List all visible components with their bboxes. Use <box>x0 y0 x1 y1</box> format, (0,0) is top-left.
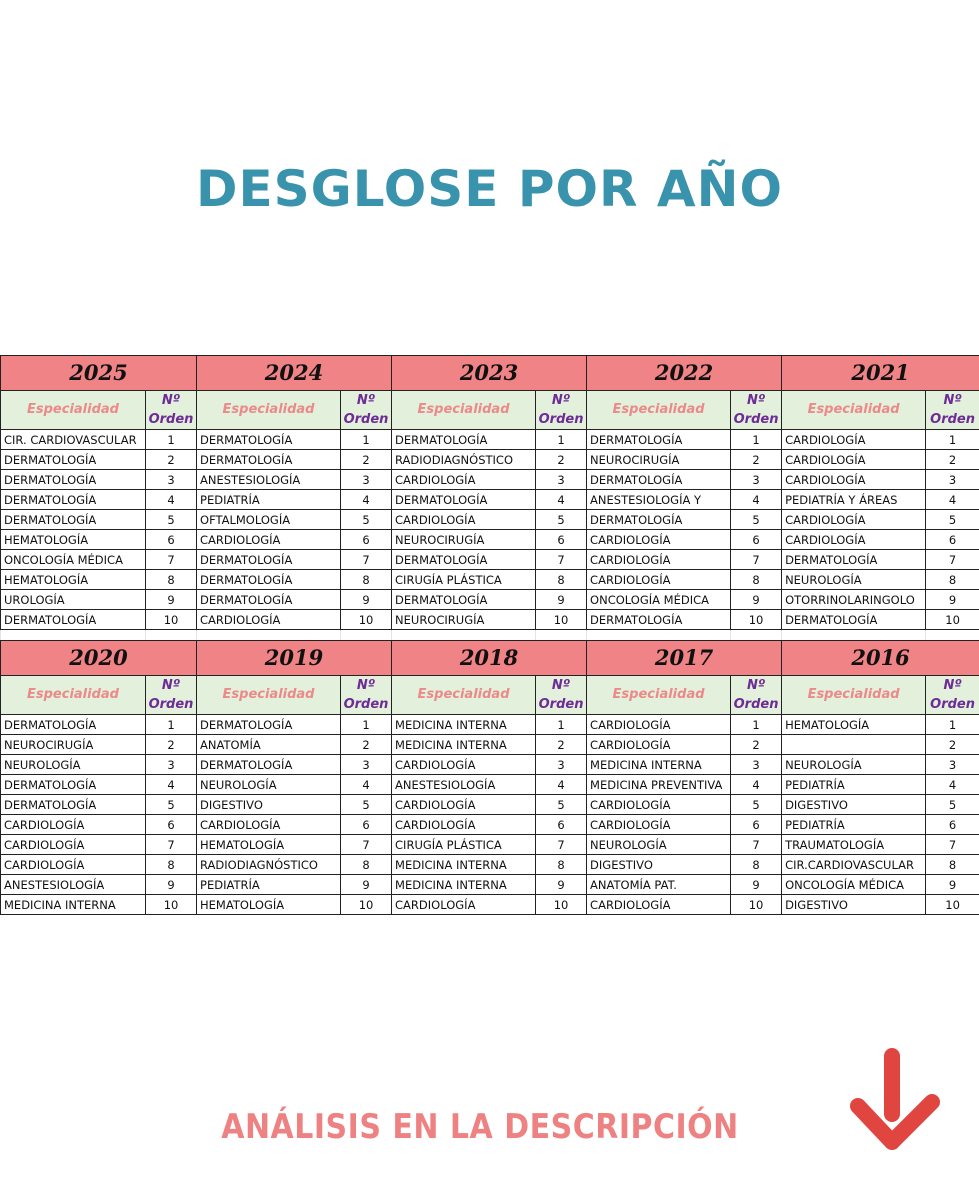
orden-cell: 7 <box>146 550 197 570</box>
orden-cell: 3 <box>536 755 587 775</box>
especialidad-cell: CARDIOLOGÍA <box>782 530 926 550</box>
orden-cell: 6 <box>926 530 979 550</box>
especialidad-cell: ANATOMÍA PAT. <box>587 875 731 895</box>
especialidad-cell: CARDIOLOGÍA <box>782 430 926 450</box>
especialidad-cell: MEDICINA INTERNA <box>587 755 731 775</box>
orden-cell: 4 <box>341 775 392 795</box>
ranking-table-top <box>0 355 979 646</box>
especialidad-cell: CARDIOLOGÍA <box>587 735 731 755</box>
footer-caption: ANÁLISIS EN LA DESCRIPCIÓN <box>221 1107 739 1148</box>
year-label: 2021 <box>782 356 979 391</box>
especialidad-cell: OTORRINOLARINGOLO <box>782 590 926 610</box>
orden-cell: 10 <box>731 895 782 915</box>
especialidad-cell: DERMATOLOGÍA <box>197 570 341 590</box>
orden-header-line2: Orden <box>930 412 975 427</box>
orden-cell: 6 <box>146 815 197 835</box>
especialidad-header: Especialidad <box>392 676 536 715</box>
orden-cell: 4 <box>146 775 197 795</box>
especialidad-header: Especialidad <box>587 391 731 430</box>
especialidad-cell: ANESTESIOLOGÍA Y <box>587 490 731 510</box>
orden-cell: 10 <box>926 610 979 630</box>
especialidad-cell: DERMATOLOGÍA <box>1 610 146 630</box>
orden-cell: 9 <box>536 590 587 610</box>
orden-cell: 2 <box>536 450 587 470</box>
orden-cell: 6 <box>536 815 587 835</box>
especialidad-cell: CARDIOLOGÍA <box>782 450 926 470</box>
especialidad-cell: DERMATOLOGÍA <box>392 430 536 450</box>
year-header-row <box>1 641 979 676</box>
orden-cell: 9 <box>341 590 392 610</box>
orden-cell: 4 <box>341 490 392 510</box>
orden-cell: 7 <box>926 550 979 570</box>
orden-cell: 7 <box>146 835 197 855</box>
especialidad-cell: CIR. CARDIOVASCULAR <box>1 430 146 450</box>
orden-cell: 2 <box>536 735 587 755</box>
year-label: 2023 <box>392 356 587 391</box>
orden-cell: 10 <box>341 610 392 630</box>
orden-cell: 1 <box>536 715 587 735</box>
orden-header <box>341 676 392 715</box>
orden-cell: 6 <box>341 815 392 835</box>
orden-cell: 4 <box>731 490 782 510</box>
table-row <box>1 875 979 895</box>
orden-cell: 3 <box>926 755 979 775</box>
orden-cell: 10 <box>536 895 587 915</box>
especialidad-cell: DERMATOLOGÍA <box>1 510 146 530</box>
orden-header <box>926 391 979 430</box>
especialidad-cell: ANESTESIOLOGÍA <box>392 775 536 795</box>
orden-cell: 10 <box>926 895 979 915</box>
especialidad-cell: CARDIOLOGÍA <box>1 855 146 875</box>
especialidad-cell: DERMATOLOGÍA <box>392 490 536 510</box>
especialidad-cell: CARDIOLOGÍA <box>587 530 731 550</box>
especialidad-cell: DERMATOLOGÍA <box>197 550 341 570</box>
especialidad-cell: NEUROCIRUGÍA <box>1 735 146 755</box>
especialidad-cell: CIRUGÍA PLÁSTICA <box>392 570 536 590</box>
especialidad-cell: DERMATOLOGÍA <box>392 550 536 570</box>
orden-cell: 10 <box>146 610 197 630</box>
orden-header-line2: Orden <box>148 412 194 427</box>
orden-cell: 4 <box>146 490 197 510</box>
orden-header <box>926 676 979 715</box>
orden-cell: 8 <box>341 855 392 875</box>
column-header-row <box>1 676 979 715</box>
year-label: 2017 <box>587 641 782 676</box>
especialidad-header: Especialidad <box>782 676 926 715</box>
especialidad-cell: DERMATOLOGÍA <box>197 450 341 470</box>
orden-cell: 8 <box>926 570 979 590</box>
especialidad-header: Especialidad <box>782 391 926 430</box>
orden-cell: 1 <box>341 430 392 450</box>
orden-cell: 7 <box>731 550 782 570</box>
orden-cell: 5 <box>926 795 979 815</box>
orden-header-line1: Nº <box>551 393 571 408</box>
especialidad-cell: HEMATOLOGÍA <box>1 530 146 550</box>
orden-cell: 8 <box>146 855 197 875</box>
orden-cell: 4 <box>536 775 587 795</box>
year-label: 2020 <box>1 641 197 676</box>
orden-cell: 2 <box>341 450 392 470</box>
orden-cell: 5 <box>731 795 782 815</box>
especialidad-cell: NEUROLOGÍA <box>197 775 341 795</box>
orden-header-line1: Nº <box>356 393 376 408</box>
especialidad-cell: CIR.CARDIOVASCULAR <box>782 855 926 875</box>
orden-cell: 4 <box>926 490 979 510</box>
especialidad-cell: CARDIOLOGÍA <box>197 530 341 550</box>
table-row <box>1 430 979 450</box>
orden-cell: 2 <box>926 450 979 470</box>
table-row <box>1 550 979 570</box>
especialidad-cell: PEDIATRÍA <box>197 875 341 895</box>
especialidad-header: Especialidad <box>1 676 146 715</box>
especialidad-cell: CARDIOLOGÍA <box>197 610 341 630</box>
orden-cell: 3 <box>146 755 197 775</box>
orden-cell: 9 <box>341 875 392 895</box>
especialidad-cell: HEMATOLOGÍA <box>197 835 341 855</box>
table-row <box>1 755 979 775</box>
especialidad-cell: ANATOMÍA <box>197 735 341 755</box>
especialidad-cell: NEUROCIRUGÍA <box>392 530 536 550</box>
orden-header-line2: Orden <box>538 697 584 712</box>
orden-cell: 9 <box>731 590 782 610</box>
especialidad-cell: PEDIATRÍA <box>782 815 926 835</box>
orden-cell: 4 <box>731 775 782 795</box>
orden-cell: 2 <box>926 735 979 755</box>
especialidad-cell: DERMATOLOGÍA <box>197 715 341 735</box>
year-label: 2019 <box>197 641 392 676</box>
orden-cell: 9 <box>926 590 979 610</box>
especialidad-cell: DERMATOLOGÍA <box>197 590 341 610</box>
orden-cell: 6 <box>731 530 782 550</box>
orden-cell: 8 <box>536 570 587 590</box>
orden-cell: 7 <box>926 835 979 855</box>
orden-cell: 3 <box>146 470 197 490</box>
orden-cell: 8 <box>341 570 392 590</box>
table-row <box>1 895 979 915</box>
table-row <box>1 530 979 550</box>
orden-cell: 1 <box>341 715 392 735</box>
especialidad-header: Especialidad <box>587 676 731 715</box>
orden-cell: 1 <box>536 430 587 450</box>
orden-cell: 1 <box>146 430 197 450</box>
especialidad-cell: OFTALMOLOGÍA <box>197 510 341 530</box>
orden-cell: 8 <box>731 855 782 875</box>
orden-header <box>146 391 197 430</box>
especialidad-header: Especialidad <box>197 391 341 430</box>
orden-cell: 5 <box>341 510 392 530</box>
especialidad-cell: PEDIATRÍA <box>782 775 926 795</box>
especialidad-cell: DERMATOLOGÍA <box>1 450 146 470</box>
orden-cell: 10 <box>731 610 782 630</box>
especialidad-cell: DIGESTIVO <box>197 795 341 815</box>
column-header-row <box>1 391 979 430</box>
especialidad-cell: NEUROLOGÍA <box>782 755 926 775</box>
page-title: DESGLOSE POR AÑO <box>196 160 783 218</box>
arrow-down-icon <box>848 1048 944 1158</box>
especialidad-cell: MEDICINA INTERNA <box>392 735 536 755</box>
table-top <box>0 355 979 646</box>
especialidad-cell: RADIODIAGNÓSTICO <box>392 450 536 470</box>
orden-cell: 4 <box>926 775 979 795</box>
especialidad-cell: CARDIOLOGÍA <box>392 470 536 490</box>
especialidad-cell: DERMATOLOGÍA <box>587 610 731 630</box>
especialidad-cell: CARDIOLOGÍA <box>1 835 146 855</box>
especialidad-cell: DERMATOLOGÍA <box>197 430 341 450</box>
orden-cell: 7 <box>341 550 392 570</box>
orden-header-line2: Orden <box>930 697 975 712</box>
orden-cell: 8 <box>146 570 197 590</box>
especialidad-cell: DERMATOLOGÍA <box>1 795 146 815</box>
especialidad-cell: HEMATOLOGÍA <box>782 715 926 735</box>
orden-cell: 10 <box>146 895 197 915</box>
orden-header-line2: Orden <box>538 412 584 427</box>
orden-header-line1: Nº <box>161 678 181 693</box>
table-row <box>1 835 979 855</box>
especialidad-cell: DIGESTIVO <box>782 895 926 915</box>
orden-header <box>146 676 197 715</box>
especialidad-cell: CARDIOLOGÍA <box>782 470 926 490</box>
year-label: 2016 <box>782 641 979 676</box>
table-bottom <box>0 640 979 915</box>
especialidad-cell: DERMATOLOGÍA <box>782 550 926 570</box>
orden-header-line2: Orden <box>733 697 779 712</box>
table-row <box>1 775 979 795</box>
especialidad-cell: NEUROCIRUGÍA <box>587 450 731 470</box>
especialidad-cell: CARDIOLOGÍA <box>392 755 536 775</box>
especialidad-cell: DERMATOLOGÍA <box>587 510 731 530</box>
orden-header-line1: Nº <box>746 678 766 693</box>
especialidad-cell: NEUROCIRUGÍA <box>392 610 536 630</box>
table-row <box>1 570 979 590</box>
especialidad-cell: MEDICINA INTERNA <box>392 875 536 895</box>
especialidad-cell: RADIODIAGNÓSTICO <box>197 855 341 875</box>
especialidad-cell: NEUROLOGÍA <box>1 755 146 775</box>
especialidad-cell: DERMATOLOGÍA <box>392 590 536 610</box>
year-label: 2024 <box>197 356 392 391</box>
orden-header-line2: Orden <box>343 412 389 427</box>
orden-header <box>536 391 587 430</box>
especialidad-header: Especialidad <box>1 391 146 430</box>
table-row <box>1 610 979 630</box>
orden-cell: 1 <box>731 430 782 450</box>
especialidad-cell: DIGESTIVO <box>782 795 926 815</box>
orden-cell: 1 <box>731 715 782 735</box>
especialidad-cell: DERMATOLOGÍA <box>587 470 731 490</box>
especialidad-cell: DERMATOLOGÍA <box>1 470 146 490</box>
orden-cell: 8 <box>536 855 587 875</box>
orden-cell: 6 <box>731 815 782 835</box>
table-row <box>1 510 979 530</box>
especialidad-cell: CARDIOLOGÍA <box>587 570 731 590</box>
orden-header-line1: Nº <box>746 393 766 408</box>
orden-cell: 4 <box>536 490 587 510</box>
orden-cell: 7 <box>341 835 392 855</box>
especialidad-cell: CIRUGÍA PLÁSTICA <box>392 835 536 855</box>
especialidad-cell: ONCOLOGÍA MÉDICA <box>587 590 731 610</box>
especialidad-cell: NEUROLOGÍA <box>782 570 926 590</box>
especialidad-cell: CARDIOLOGÍA <box>587 550 731 570</box>
ranking-table-bottom <box>0 640 979 915</box>
orden-cell: 9 <box>926 875 979 895</box>
orden-header <box>731 676 782 715</box>
orden-cell: 2 <box>731 450 782 470</box>
especialidad-cell: UROLOGÍA <box>1 590 146 610</box>
especialidad-cell: DIGESTIVO <box>587 855 731 875</box>
orden-cell: 3 <box>341 755 392 775</box>
orden-cell: 1 <box>926 715 979 735</box>
orden-cell: 5 <box>731 510 782 530</box>
year-header-row <box>1 356 979 391</box>
orden-cell: 9 <box>536 875 587 895</box>
especialidad-cell: MEDICINA INTERNA <box>1 895 146 915</box>
table-row <box>1 490 979 510</box>
table-row <box>1 715 979 735</box>
table-row <box>1 470 979 490</box>
especialidad-cell: MEDICINA INTERNA <box>392 715 536 735</box>
orden-cell: 1 <box>926 430 979 450</box>
especialidad-cell: PEDIATRÍA Y ÁREAS <box>782 490 926 510</box>
especialidad-cell: CARDIOLOGÍA <box>587 815 731 835</box>
orden-cell: 5 <box>341 795 392 815</box>
orden-cell: 5 <box>536 795 587 815</box>
orden-cell: 7 <box>536 835 587 855</box>
especialidad-cell: NEUROLOGÍA <box>587 835 731 855</box>
orden-cell: 9 <box>146 875 197 895</box>
orden-cell: 3 <box>341 470 392 490</box>
year-label: 2025 <box>1 356 197 391</box>
especialidad-cell: CARDIOLOGÍA <box>392 795 536 815</box>
orden-cell: 8 <box>731 570 782 590</box>
orden-cell: 6 <box>536 530 587 550</box>
orden-header <box>536 676 587 715</box>
especialidad-cell: CARDIOLOGÍA <box>1 815 146 835</box>
table-row <box>1 815 979 835</box>
orden-cell: 2 <box>146 735 197 755</box>
orden-cell: 3 <box>536 470 587 490</box>
table-row <box>1 795 979 815</box>
especialidad-cell: PEDIATRÍA <box>197 490 341 510</box>
especialidad-cell <box>782 735 926 755</box>
especialidad-cell: CARDIOLOGÍA <box>782 510 926 530</box>
especialidad-cell: DERMATOLOGÍA <box>197 755 341 775</box>
especialidad-cell: CARDIOLOGÍA <box>197 815 341 835</box>
especialidad-cell: MEDICINA INTERNA <box>392 855 536 875</box>
orden-header-line1: Nº <box>943 678 962 693</box>
especialidad-cell: ANESTESIOLOGÍA <box>197 470 341 490</box>
especialidad-cell: CARDIOLOGÍA <box>392 815 536 835</box>
orden-cell: 2 <box>146 450 197 470</box>
year-label: 2022 <box>587 356 782 391</box>
table-row <box>1 450 979 470</box>
especialidad-cell: ANESTESIOLOGÍA <box>1 875 146 895</box>
orden-cell: 6 <box>146 530 197 550</box>
orden-cell: 6 <box>341 530 392 550</box>
especialidad-cell: DERMATOLOGÍA <box>782 610 926 630</box>
especialidad-cell: HEMATOLOGÍA <box>197 895 341 915</box>
especialidad-cell: DERMATOLOGÍA <box>1 775 146 795</box>
especialidad-cell: CARDIOLOGÍA <box>587 715 731 735</box>
orden-header-line2: Orden <box>148 697 194 712</box>
table-row <box>1 590 979 610</box>
orden-cell: 8 <box>926 855 979 875</box>
orden-cell: 2 <box>341 735 392 755</box>
table-row <box>1 735 979 755</box>
especialidad-cell: MEDICINA PREVENTIVA <box>587 775 731 795</box>
orden-header <box>341 391 392 430</box>
especialidad-cell: DERMATOLOGÍA <box>587 430 731 450</box>
orden-cell: 5 <box>926 510 979 530</box>
orden-cell: 3 <box>926 470 979 490</box>
orden-cell: 10 <box>341 895 392 915</box>
orden-header-line2: Orden <box>343 697 389 712</box>
orden-cell: 5 <box>146 510 197 530</box>
orden-header <box>731 391 782 430</box>
orden-cell: 10 <box>536 610 587 630</box>
especialidad-cell: ONCOLOGÍA MÉDICA <box>1 550 146 570</box>
orden-header-line1: Nº <box>943 393 962 408</box>
especialidad-cell: HEMATOLOGÍA <box>1 570 146 590</box>
orden-header-line1: Nº <box>161 393 181 408</box>
orden-cell: 7 <box>731 835 782 855</box>
especialidad-cell: DERMATOLOGÍA <box>1 490 146 510</box>
especialidad-header: Especialidad <box>197 676 341 715</box>
orden-cell: 9 <box>731 875 782 895</box>
orden-cell: 3 <box>731 470 782 490</box>
orden-header-line1: Nº <box>551 678 571 693</box>
especialidad-cell: CARDIOLOGÍA <box>587 795 731 815</box>
orden-cell: 9 <box>146 590 197 610</box>
orden-cell: 2 <box>731 735 782 755</box>
orden-header-line2: Orden <box>733 412 779 427</box>
especialidad-cell: DERMATOLOGÍA <box>1 715 146 735</box>
especialidad-cell: CARDIOLOGÍA <box>392 510 536 530</box>
orden-cell: 5 <box>146 795 197 815</box>
orden-header-line1: Nº <box>356 678 376 693</box>
orden-cell: 1 <box>146 715 197 735</box>
orden-cell: 5 <box>536 510 587 530</box>
especialidad-header: Especialidad <box>392 391 536 430</box>
especialidad-cell: TRAUMATOLOGÍA <box>782 835 926 855</box>
especialidad-cell: ONCOLOGÍA MÉDICA <box>782 875 926 895</box>
orden-cell: 6 <box>926 815 979 835</box>
especialidad-cell: CARDIOLOGÍA <box>587 895 731 915</box>
table-row <box>1 855 979 875</box>
especialidad-cell: CARDIOLOGÍA <box>392 895 536 915</box>
year-label: 2018 <box>392 641 587 676</box>
orden-cell: 3 <box>731 755 782 775</box>
orden-cell: 7 <box>536 550 587 570</box>
